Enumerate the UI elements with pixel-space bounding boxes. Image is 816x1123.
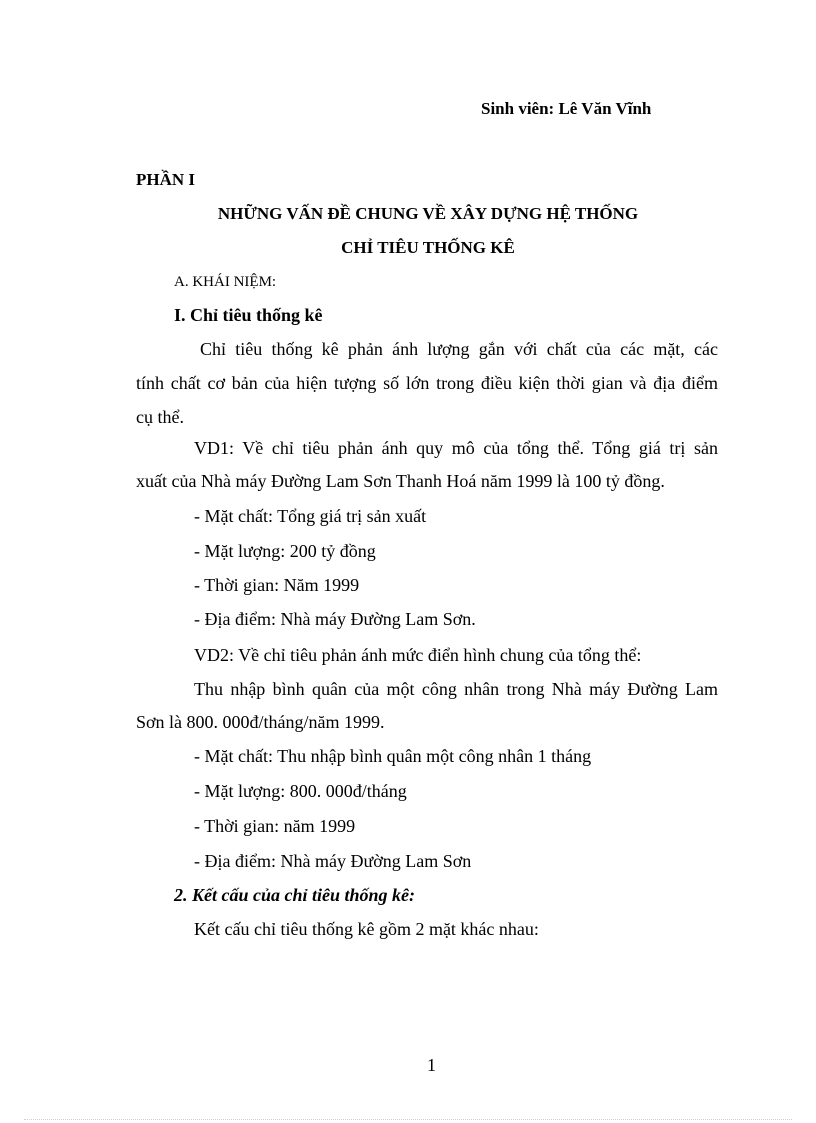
example2-item-quantity: - Mặt lượng: 800. 000đ/tháng	[194, 781, 407, 801]
example2-line2: Sơn là 800. 000đ/tháng/năm 1999.	[136, 712, 385, 732]
part-label: PHẦN I	[136, 170, 196, 189]
section-1-para-line3: cụ thể.	[136, 407, 184, 427]
example1-line1: VD1: Về chỉ tiêu phản ánh quy mô của tổng thể. Tổng giá trị sản	[194, 438, 718, 458]
example2-intro: VD2: Về chỉ tiêu phản ánh mức điển hình chung của tổng thể:	[194, 645, 642, 665]
example1-item-quantity: - Mặt lượng: 200 tỷ đồng	[194, 541, 376, 561]
example2-item-quality: - Mặt chất: Thu nhập bình quân một công nhân 1 tháng	[194, 746, 592, 766]
part-title-line2: CHỈ TIÊU THỐNG KÊ	[341, 238, 515, 257]
page-bottom-rule	[24, 1119, 792, 1120]
example1-item-place: - Địa điểm: Nhà máy Đường Lam Sơn.	[194, 609, 476, 629]
section-1-para-line1: Chỉ tiêu thống kê phản ánh lượng gắn với chất của các mặt, các	[200, 339, 718, 359]
section-1-para-line2: tính chất cơ bản của hiện tượng số lớn trong điều kiện thời gian và địa điểm	[136, 373, 718, 393]
example1-item-time: - Thời gian: Năm 1999	[194, 575, 360, 595]
section-1-heading: I. Chỉ tiêu thống kê	[174, 305, 323, 325]
example2-item-place: - Địa điểm: Nhà máy Đường Lam Sơn	[194, 851, 472, 871]
section-2-text: Kết cấu chỉ tiêu thống kê gồm 2 mặt khác nhau:	[194, 919, 539, 939]
example1-item-quality: - Mặt chất: Tổng giá trị sản xuất	[194, 506, 427, 526]
example2-line1: Thu nhập bình quân của một công nhân trong Nhà máy Đường Lam	[194, 679, 718, 699]
example1-line2: xuất của Nhà máy Đường Lam Sơn Thanh Hoá năm 1999 là 100 tỷ đồng.	[136, 471, 665, 491]
example2-item-time: - Thời gian: năm 1999	[194, 816, 356, 836]
author-line: Sinh viên: Lê Văn Vĩnh	[481, 99, 652, 118]
section-a-heading: A. KHÁI NIỆM:	[174, 274, 277, 290]
page-number: 1	[427, 1055, 436, 1075]
section-2-heading: 2. Kết cấu của chỉ tiêu thống kê:	[174, 885, 416, 905]
part-title-line1: NHỮNG VẤN ĐỀ CHUNG VỀ XÂY DỰNG HỆ THỐNG	[217, 204, 639, 223]
